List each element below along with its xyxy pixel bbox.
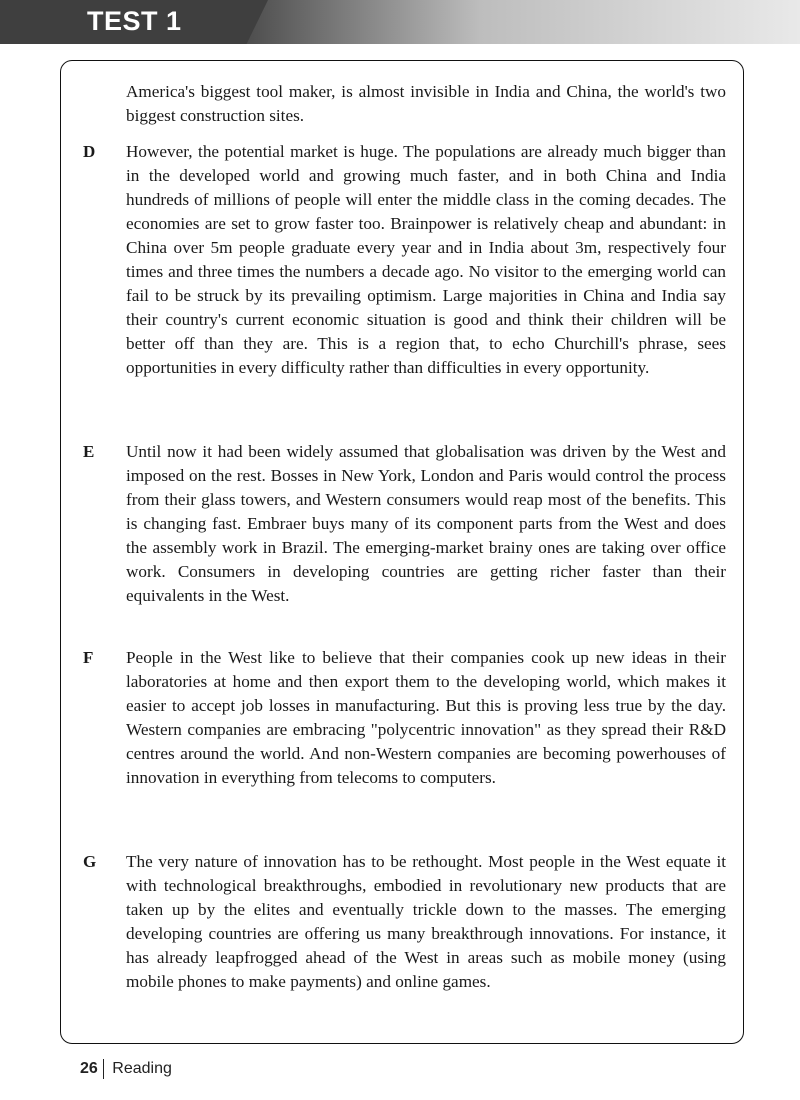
paragraph-letter: D (83, 142, 96, 161)
paragraph-text: Until now it had been widely assumed that globalisation was driven by the West and imposed on the rest. Bosses in New York, London and Paris would control the process from their glass towers, and Western consumers would reap most of the benefits. This is changing fast. Embraer buys many of its component parts from the West and does the assembly work in Brazil. The emerging-market brainy ones are taking over office work. Consumers in developing countries are getting richer faster than their equivalents in the West. (126, 442, 726, 605)
reading-passage-box (60, 60, 744, 1044)
paragraph-text: The very nature of innovation has to be rethought. Most people in the West equate it with technological breakthroughs, embodied in revolutionary new products that are taken up by the elites and eventually trickle down to the masses. The emerging developing countries are offering us many breakthrough innovations. For instance, it has already leapfrogged ahead of the West in areas such as mobile money (using mobile phones to make payments) and online games. (126, 852, 726, 991)
paragraph-text: People in the West like to believe that their companies cook up new ideas in their laboratories at home and then export them to the developing world, which makes it easier to accept job losses in manufacturing. But this is proving less true by the day. Western companies are embracing "polycentric innovation" as they spread their R&D centres around the world. And non-Western companies are becoming powerhouses of innovation in everything from telecoms to computers. (126, 648, 726, 787)
paragraph-letter: E (83, 442, 95, 461)
page-number: 26 (80, 1060, 98, 1077)
footer-divider (103, 1059, 105, 1079)
section-label: Reading (112, 1060, 172, 1077)
paragraph-text: America's biggest tool maker, is almost invisible in India and China, the world's two biggest construction sites. (126, 82, 726, 125)
paragraph-letter: F (83, 648, 94, 667)
paragraph-text: However, the potential market is huge. The populations are already much bigger than in the developed world and growing much faster, and in both China and India hundreds of millions of people will enter the middle class in the coming decades. The economies are set to grow faster too. Brainpower is relatively cheap and abundant: in China over 5m people graduate every year and in India about 3m, respectively four times and three times the numbers a decade ago. No visitor to the emerging world can fail to be struck by its prevailing optimism. Large majorities in China and India say their country's current economic situation is good and think their children will be better off than they are. This is a region that, to echo Churchill's phrase, sees opportunities in every difficulty rather than difficulties in every opportunity. (126, 142, 726, 377)
page-footer (80, 1058, 172, 1080)
paragraph-letter: G (83, 852, 97, 871)
test-title: TEST 1 (87, 6, 182, 36)
